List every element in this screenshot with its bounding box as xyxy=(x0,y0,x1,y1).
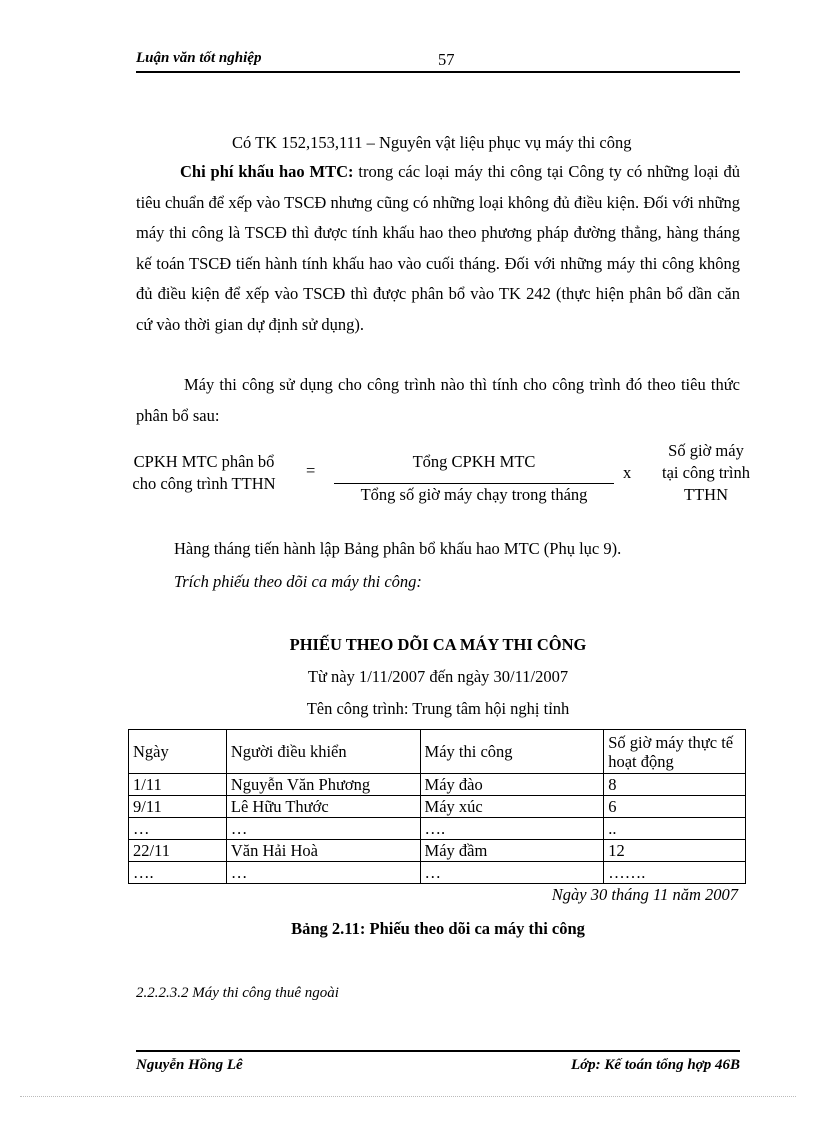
footer-author: Nguyễn Hồng Lê xyxy=(136,1057,243,1073)
form-sign-date: Ngày 30 tháng 11 năm 2007 xyxy=(551,885,738,904)
table-header-row xyxy=(129,730,746,774)
excerpt-label: Trích phiếu theo dõi ca máy thi công: xyxy=(174,572,422,591)
col-header-hours: Số giờ máy thực tế hoạt động xyxy=(604,730,746,774)
header-rule xyxy=(136,71,740,73)
table-row xyxy=(129,840,746,862)
formula-numerator: Tổng CPKH MTC xyxy=(412,452,536,471)
page-number: 57 xyxy=(438,50,455,69)
table-row xyxy=(129,796,746,818)
cell-operator: Văn Hải Hoà xyxy=(226,840,420,862)
cell-date: … xyxy=(129,818,227,840)
paragraph-depreciation-text: trong các loại máy thi công tại Công ty có những loại đủ tiêu chuẩn để xếp vào TSCĐ nhưng cũng có những loại không đủ điều kiện. Đối với những máy thi công là TSCĐ thì được tính khấu hao theo phương pháp đường thẳng, hàng tháng kế toán TSCĐ tiến hành tính khấu hao vào cuối tháng. Đối với những máy thi công không đủ điều kiện để xếp vào TSCĐ thì được phân bổ vào TK 242 (thực hiện phân bổ dần căn cứ vào thời gian dự định sử dụng). xyxy=(136,162,741,334)
formula-lhs-line2: cho công trình TTHN xyxy=(132,474,276,493)
shift-table xyxy=(128,729,746,884)
cell-machine: … xyxy=(420,862,604,884)
cell-date: 1/11 xyxy=(129,774,227,796)
formula-denominator: Tổng số giờ máy chạy trong tháng xyxy=(360,485,588,504)
formula-rhs-line3: TTHN xyxy=(684,485,728,504)
table-row xyxy=(129,774,746,796)
col-header-machine: Máy thi công xyxy=(420,730,604,774)
formula-equals: = xyxy=(306,461,316,480)
form-title: PHIẾU THEO DÕI CA MÁY THI CÔNG xyxy=(289,635,587,654)
col-header-date: Ngày xyxy=(129,730,227,774)
cell-operator: Lê Hữu Thước xyxy=(226,796,420,818)
table-row xyxy=(129,862,746,884)
cell-date: 22/11 xyxy=(129,840,227,862)
col-header-operator: Người điều khiển xyxy=(226,730,420,774)
footer-class: Lớp: Kế toán tổng hợp 46B xyxy=(570,1057,740,1073)
cell-hours: 8 xyxy=(604,774,746,796)
table-caption: Bảng 2.11: Phiếu theo dõi ca máy thi công xyxy=(291,919,585,938)
cell-operator: … xyxy=(226,862,420,884)
formula-rhs-line1: Số giờ máy xyxy=(668,441,744,460)
section-heading: 2.2.2.3.2 Máy thi công thuê ngoài xyxy=(136,985,339,1001)
footer-rule xyxy=(136,1050,740,1052)
formula-rhs-line2: tại công trình xyxy=(662,463,750,482)
table-row xyxy=(129,818,746,840)
formula-lhs-line1: CPKH MTC phân bổ xyxy=(133,452,275,471)
paragraph-allocation: Máy thi công sử dụng cho công trình nào thì tính cho công trình đó theo tiêu thức phân bổ sau: xyxy=(136,375,740,425)
fraction-bar xyxy=(334,483,614,484)
cell-hours: 12 xyxy=(604,840,746,862)
credit-line: Có TK 152,153,111 – Nguyên vật liệu phục vụ máy thi công xyxy=(232,133,632,152)
paragraph-monthly: Hàng tháng tiến hành lập Bảng phân bổ khấu hao MTC (Phụ lục 9). xyxy=(174,539,622,558)
cell-hours: 6 xyxy=(604,796,746,818)
cell-operator: … xyxy=(226,818,420,840)
formula-rhs xyxy=(646,440,766,506)
cell-machine: …. xyxy=(420,818,604,840)
cell-machine: Máy đào xyxy=(420,774,604,796)
cell-hours: .. xyxy=(604,818,746,840)
form-project: Tên công trình: Trung tâm hội nghị tỉnh xyxy=(306,699,570,718)
paragraph-depreciation-lead: Chi phí khấu hao MTC: xyxy=(180,162,354,181)
cell-hours: ……. xyxy=(604,862,746,884)
header-title: Luận văn tốt nghiệp xyxy=(136,50,262,66)
cell-machine: Máy xúc xyxy=(420,796,604,818)
formula-times: x xyxy=(623,463,632,482)
formula-lhs xyxy=(118,451,290,495)
page-edge-dotted-line xyxy=(20,1096,796,1097)
cell-machine: Máy đầm xyxy=(420,840,604,862)
cell-operator: Nguyễn Văn Phương xyxy=(226,774,420,796)
cell-date: 9/11 xyxy=(129,796,227,818)
paragraph-depreciation xyxy=(136,157,740,340)
form-date-range: Từ này 1/11/2007 đến ngày 30/11/2007 xyxy=(307,667,569,686)
cell-date: …. xyxy=(129,862,227,884)
